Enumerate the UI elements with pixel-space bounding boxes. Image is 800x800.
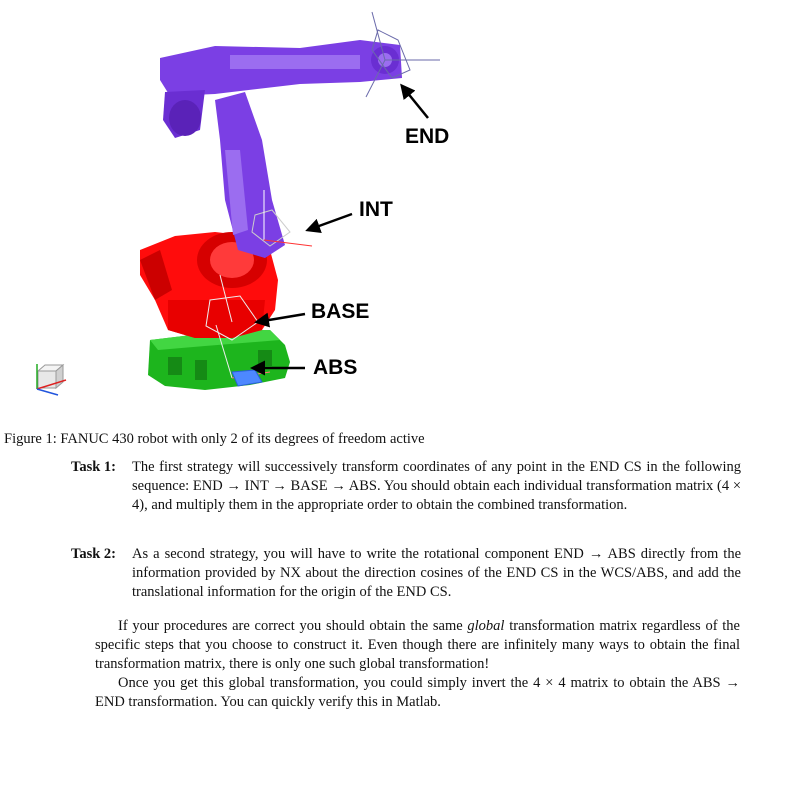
int-label: INT [359,198,393,221]
p1-emphasis: global [467,618,505,634]
paragraph-inverse: Once you get this global transformation, you could simply invert the 4 × 4 matrix to obtain the ABS → END transformation. You can quickly verify this in Matlab. [95,675,740,710]
task-2-text: As a second strategy, you will have to write the rotational component END → ABS directly from the information provided by NX about the direction cosines of the END CS in the WCS/ABS, and add the translational information for the origin of the END CS. [132,546,741,600]
task-2-label: Task 2: [71,546,117,562]
robot-base-green [148,330,290,390]
end-label: END [405,125,450,148]
robot-arm-purple [160,40,402,258]
p1-after: transformation matrix regardless of the specific steps that you choose to construct it. Even though there are infinitely many ways to obtain the final transformation matrix, there is only one such global transformation! [95,618,740,672]
task-1-text: The first strategy will successively transform coordinates of any point in the END CS in the following sequence: END → INT → BASE → ABS. You should obtain each individual transformation matrix (4 × 4), and multiply them in the appropriate order to obtain the combined transformation. [132,459,741,513]
base-label: BASE [311,300,370,323]
abs-label: ABS [313,356,358,379]
task-1-label: Task 1: [71,459,117,475]
paragraph-global-transformation [95,617,740,674]
task-2 [71,545,741,602]
figure-caption: Figure 1: FANUC 430 robot with only 2 of its degrees of freedom active [4,431,425,447]
p1-before: If your procedures are correct you should obtain the same [118,618,468,634]
world-axis-triad [37,364,66,395]
task-1 [71,458,741,515]
